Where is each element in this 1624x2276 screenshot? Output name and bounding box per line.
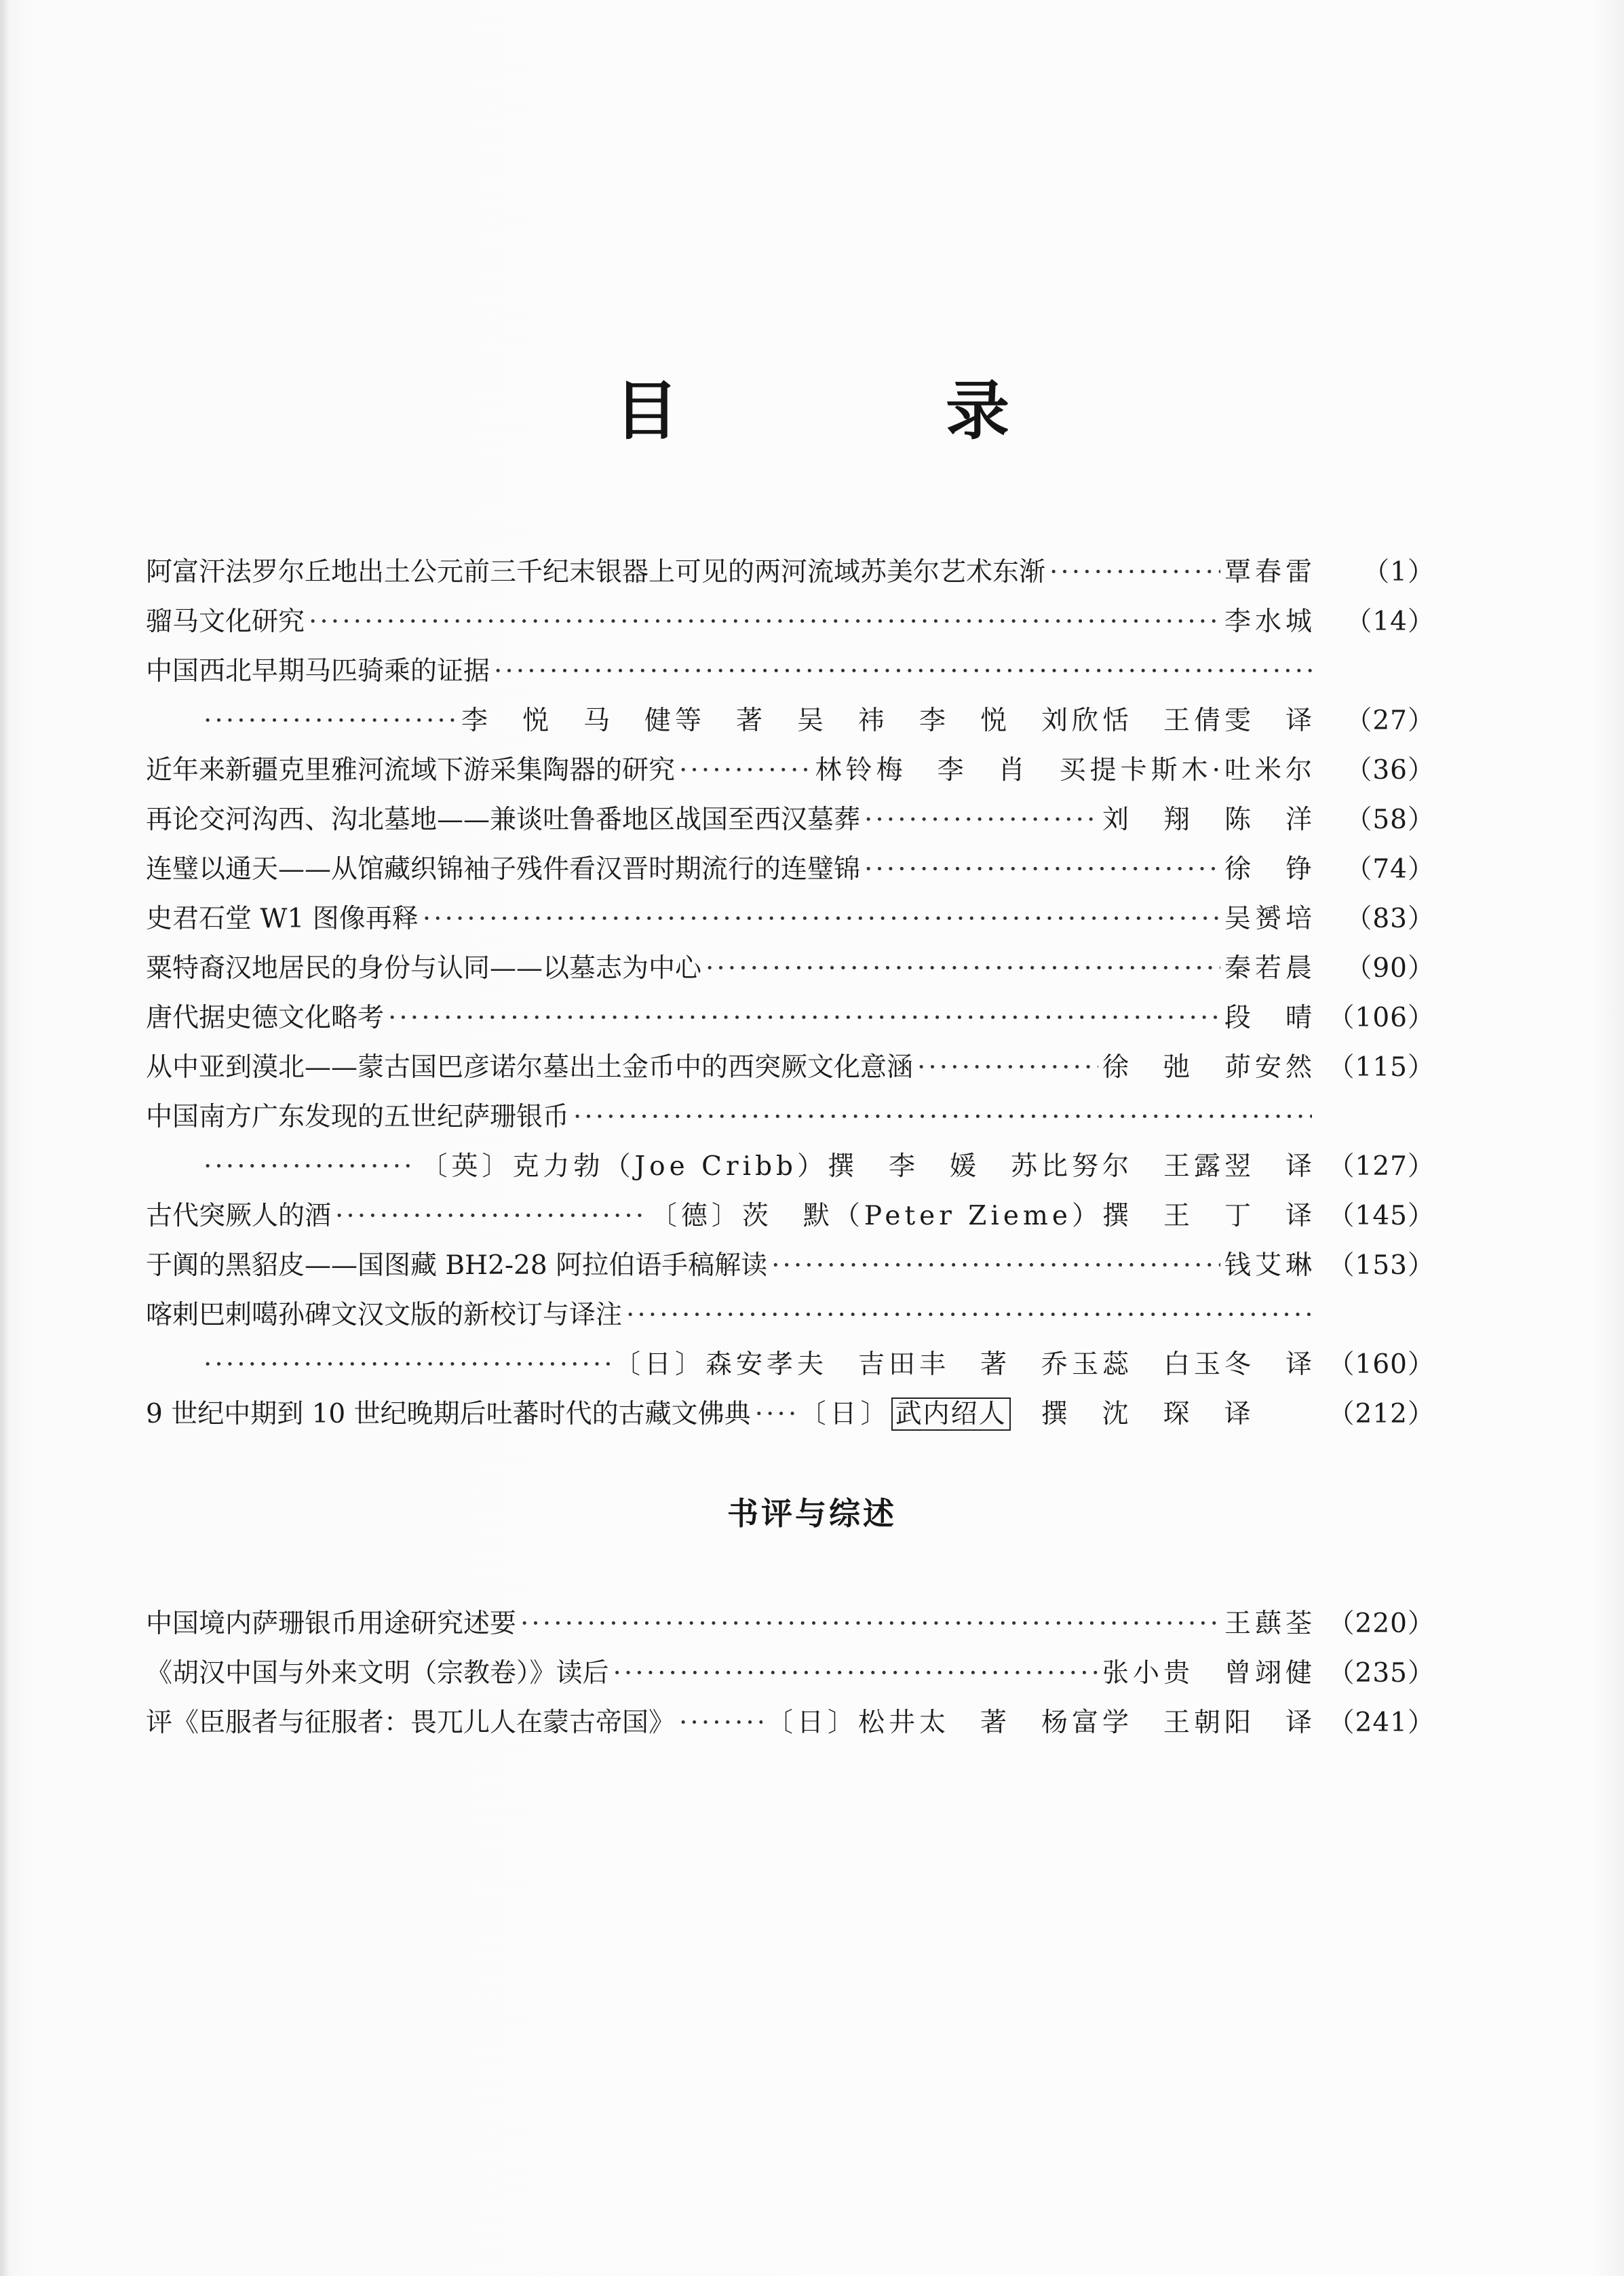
leader-dots bbox=[705, 944, 1220, 993]
author-name-boxed: 武内绍人 bbox=[891, 1397, 1011, 1431]
review-list bbox=[146, 1599, 1435, 1748]
entry-title: 骝马文化研究 bbox=[146, 606, 305, 637]
toc-entry[interactable] bbox=[146, 1290, 1435, 1340]
leader-dots bbox=[204, 1340, 610, 1389]
leader-dots bbox=[1049, 547, 1220, 597]
entry-page: （220） bbox=[1328, 1608, 1435, 1639]
toc-entry[interactable] bbox=[146, 894, 1435, 944]
entry-authors: 张小贵 曾翊健 bbox=[1102, 1658, 1316, 1689]
leader-dots bbox=[388, 993, 1220, 1043]
review-entry[interactable] bbox=[146, 1599, 1435, 1648]
entry-title: 近年来新疆克里雅河流域下游采集陶器的研究 bbox=[146, 755, 676, 786]
entry-title: 古代突厥人的酒 bbox=[146, 1201, 332, 1231]
leader-dots bbox=[309, 597, 1220, 647]
leader-dots bbox=[864, 795, 1098, 845]
review-entry[interactable] bbox=[146, 1648, 1435, 1698]
entry-title: 《胡汉中国与外来文明（宗教卷）》读后 bbox=[146, 1658, 609, 1689]
entry-page: （90） bbox=[1345, 953, 1435, 984]
entry-authors: 段 晴 bbox=[1224, 1003, 1316, 1033]
entry-authors: 覃春雷 bbox=[1224, 557, 1316, 587]
entry-authors: 秦若晨 bbox=[1224, 953, 1316, 984]
leader-dots bbox=[679, 746, 811, 795]
leader-dots bbox=[613, 1648, 1098, 1698]
entry-authors bbox=[800, 1389, 1255, 1439]
entry-page: （36） bbox=[1345, 755, 1435, 786]
toc-entry[interactable] bbox=[146, 993, 1435, 1043]
entry-page: （235） bbox=[1328, 1658, 1435, 1689]
entry-title: 阿富汗法罗尔丘地出土公元前三千纪末银器上可见的两河流域苏美尔艺术东渐 bbox=[146, 557, 1046, 587]
entry-title: 中国境内萨珊银币用途研究述要 bbox=[146, 1608, 517, 1639]
entry-title: 连璧以通天——从馆藏织锦袖子残件看汉晋时期流行的连璧锦 bbox=[146, 854, 861, 885]
toc-entry[interactable] bbox=[146, 1191, 1435, 1241]
entry-authors: 〔德〕茨 默（Peter Zieme）撰 王 丁 译 bbox=[650, 1201, 1316, 1231]
toc-list bbox=[146, 547, 1435, 1439]
entry-title: 从中亚到漠北——蒙古国巴彦诺尔墓出土金币中的西突厥文化意涵 bbox=[146, 1052, 914, 1083]
entry-page: （241） bbox=[1328, 1708, 1435, 1738]
toc-entry[interactable] bbox=[146, 795, 1435, 845]
entry-title: 于阗的黑貂皮——国图藏 BH2-28 阿拉伯语手稿解读 bbox=[146, 1250, 768, 1281]
leader-dots bbox=[771, 1241, 1220, 1290]
entry-authors: 钱艾琳 bbox=[1224, 1250, 1316, 1281]
entry-title: 9 世纪中期到 10 世纪晚期后吐蕃时代的古藏文佛典 bbox=[146, 1399, 751, 1429]
entry-authors: 徐 铮 bbox=[1224, 854, 1316, 885]
toc-entry[interactable] bbox=[146, 597, 1435, 647]
entry-page: （58） bbox=[1345, 805, 1435, 835]
entry-page: （14） bbox=[1345, 606, 1435, 637]
author-suffix: 撰 沈 琛 译 bbox=[1010, 1399, 1255, 1429]
entry-title: 喀剌巴剌噶孙碑文汉文版的新校订与译注 bbox=[146, 1300, 623, 1330]
page-spine-shadow bbox=[0, 0, 9, 2276]
toc-entry[interactable] bbox=[146, 647, 1435, 696]
toc-entry[interactable] bbox=[146, 845, 1435, 894]
toc-entry-continuation[interactable] bbox=[146, 1142, 1435, 1191]
entry-page: （153） bbox=[1328, 1250, 1435, 1281]
entry-page: （106） bbox=[1328, 1003, 1435, 1033]
toc-entry[interactable] bbox=[146, 1389, 1435, 1439]
toc-entry[interactable] bbox=[146, 944, 1435, 993]
entry-page: （145） bbox=[1328, 1201, 1435, 1231]
toc-entry[interactable] bbox=[146, 1092, 1435, 1142]
leader-dots bbox=[679, 1698, 762, 1748]
entry-title: 唐代据史德文化略考 bbox=[146, 1003, 385, 1033]
leader-dots bbox=[494, 647, 1312, 696]
entry-authors: 李 悦 马 健等 著 吴 祎 李 悦 刘欣恬 王倩雯 译 bbox=[461, 706, 1316, 736]
entry-authors: 李水城 bbox=[1224, 606, 1316, 637]
leader-dots bbox=[335, 1191, 646, 1241]
section-title-reviews: 书评与综述 bbox=[727, 1495, 897, 1532]
toc-title: 目 录 bbox=[614, 374, 1111, 448]
toc-entry[interactable] bbox=[146, 746, 1435, 795]
entry-title: 再论交河沟西、沟北墓地——兼谈吐鲁番地区战国至西汉墓葬 bbox=[146, 805, 861, 835]
entry-title: 史君石堂 W1 图像再释 bbox=[146, 904, 419, 934]
toc-entry[interactable] bbox=[146, 547, 1435, 597]
leader-dots bbox=[204, 696, 457, 746]
entry-page: （127） bbox=[1328, 1151, 1435, 1182]
entry-title: 粟特裔汉地居民的身份与认同——以墓志为中心 bbox=[146, 953, 702, 984]
author-prefix: 〔日〕 bbox=[799, 1399, 891, 1429]
leader-dots bbox=[423, 894, 1220, 944]
entry-page: （74） bbox=[1345, 854, 1435, 885]
entry-title: 评《臣服者与征服者：畏兀儿人在蒙古帝国》 bbox=[146, 1708, 676, 1738]
entry-authors: 〔英〕克力勃（Joe Cribb）撰 李 媛 苏比努尔 王露翌 译 bbox=[421, 1151, 1316, 1182]
toc-entry-continuation[interactable] bbox=[146, 1340, 1435, 1389]
entry-authors: 〔日〕松井太 著 杨富学 王朝阳 译 bbox=[766, 1708, 1316, 1738]
toc-entry-continuation[interactable] bbox=[146, 696, 1435, 746]
leader-dots bbox=[520, 1599, 1220, 1648]
entry-authors: 王蕻荃 bbox=[1224, 1608, 1316, 1639]
entry-authors: 刘 翔 陈 洋 bbox=[1102, 805, 1316, 835]
toc-entry[interactable] bbox=[146, 1241, 1435, 1290]
leader-dots bbox=[755, 1389, 796, 1439]
entry-page: （1） bbox=[1363, 557, 1435, 587]
entry-title: 中国西北早期马匹骑乘的证据 bbox=[146, 656, 490, 687]
entry-title: 中国南方广东发现的五世纪萨珊银币 bbox=[146, 1102, 570, 1132]
entry-page: （212） bbox=[1328, 1399, 1435, 1429]
entry-authors: 吴赟培 bbox=[1224, 904, 1316, 934]
leader-dots bbox=[573, 1092, 1312, 1142]
entry-page: （115） bbox=[1328, 1052, 1435, 1083]
review-entry[interactable] bbox=[146, 1698, 1435, 1748]
leader-dots bbox=[864, 845, 1220, 894]
entry-page: （83） bbox=[1345, 904, 1435, 934]
leader-dots bbox=[204, 1142, 417, 1191]
entry-authors: 徐 弛 茆安然 bbox=[1102, 1052, 1316, 1083]
leader-dots bbox=[917, 1043, 1098, 1092]
toc-entry[interactable] bbox=[146, 1043, 1435, 1092]
entry-authors: 林铃梅 李 肖 买提卡斯木·吐米尔 bbox=[815, 755, 1316, 786]
entry-page: （27） bbox=[1345, 706, 1435, 736]
leader-dots bbox=[626, 1290, 1312, 1340]
entry-page: （160） bbox=[1328, 1349, 1435, 1380]
entry-authors: 〔日〕森安孝夫 吉田丰 著 乔玉蕊 白玉冬 译 bbox=[613, 1349, 1316, 1380]
